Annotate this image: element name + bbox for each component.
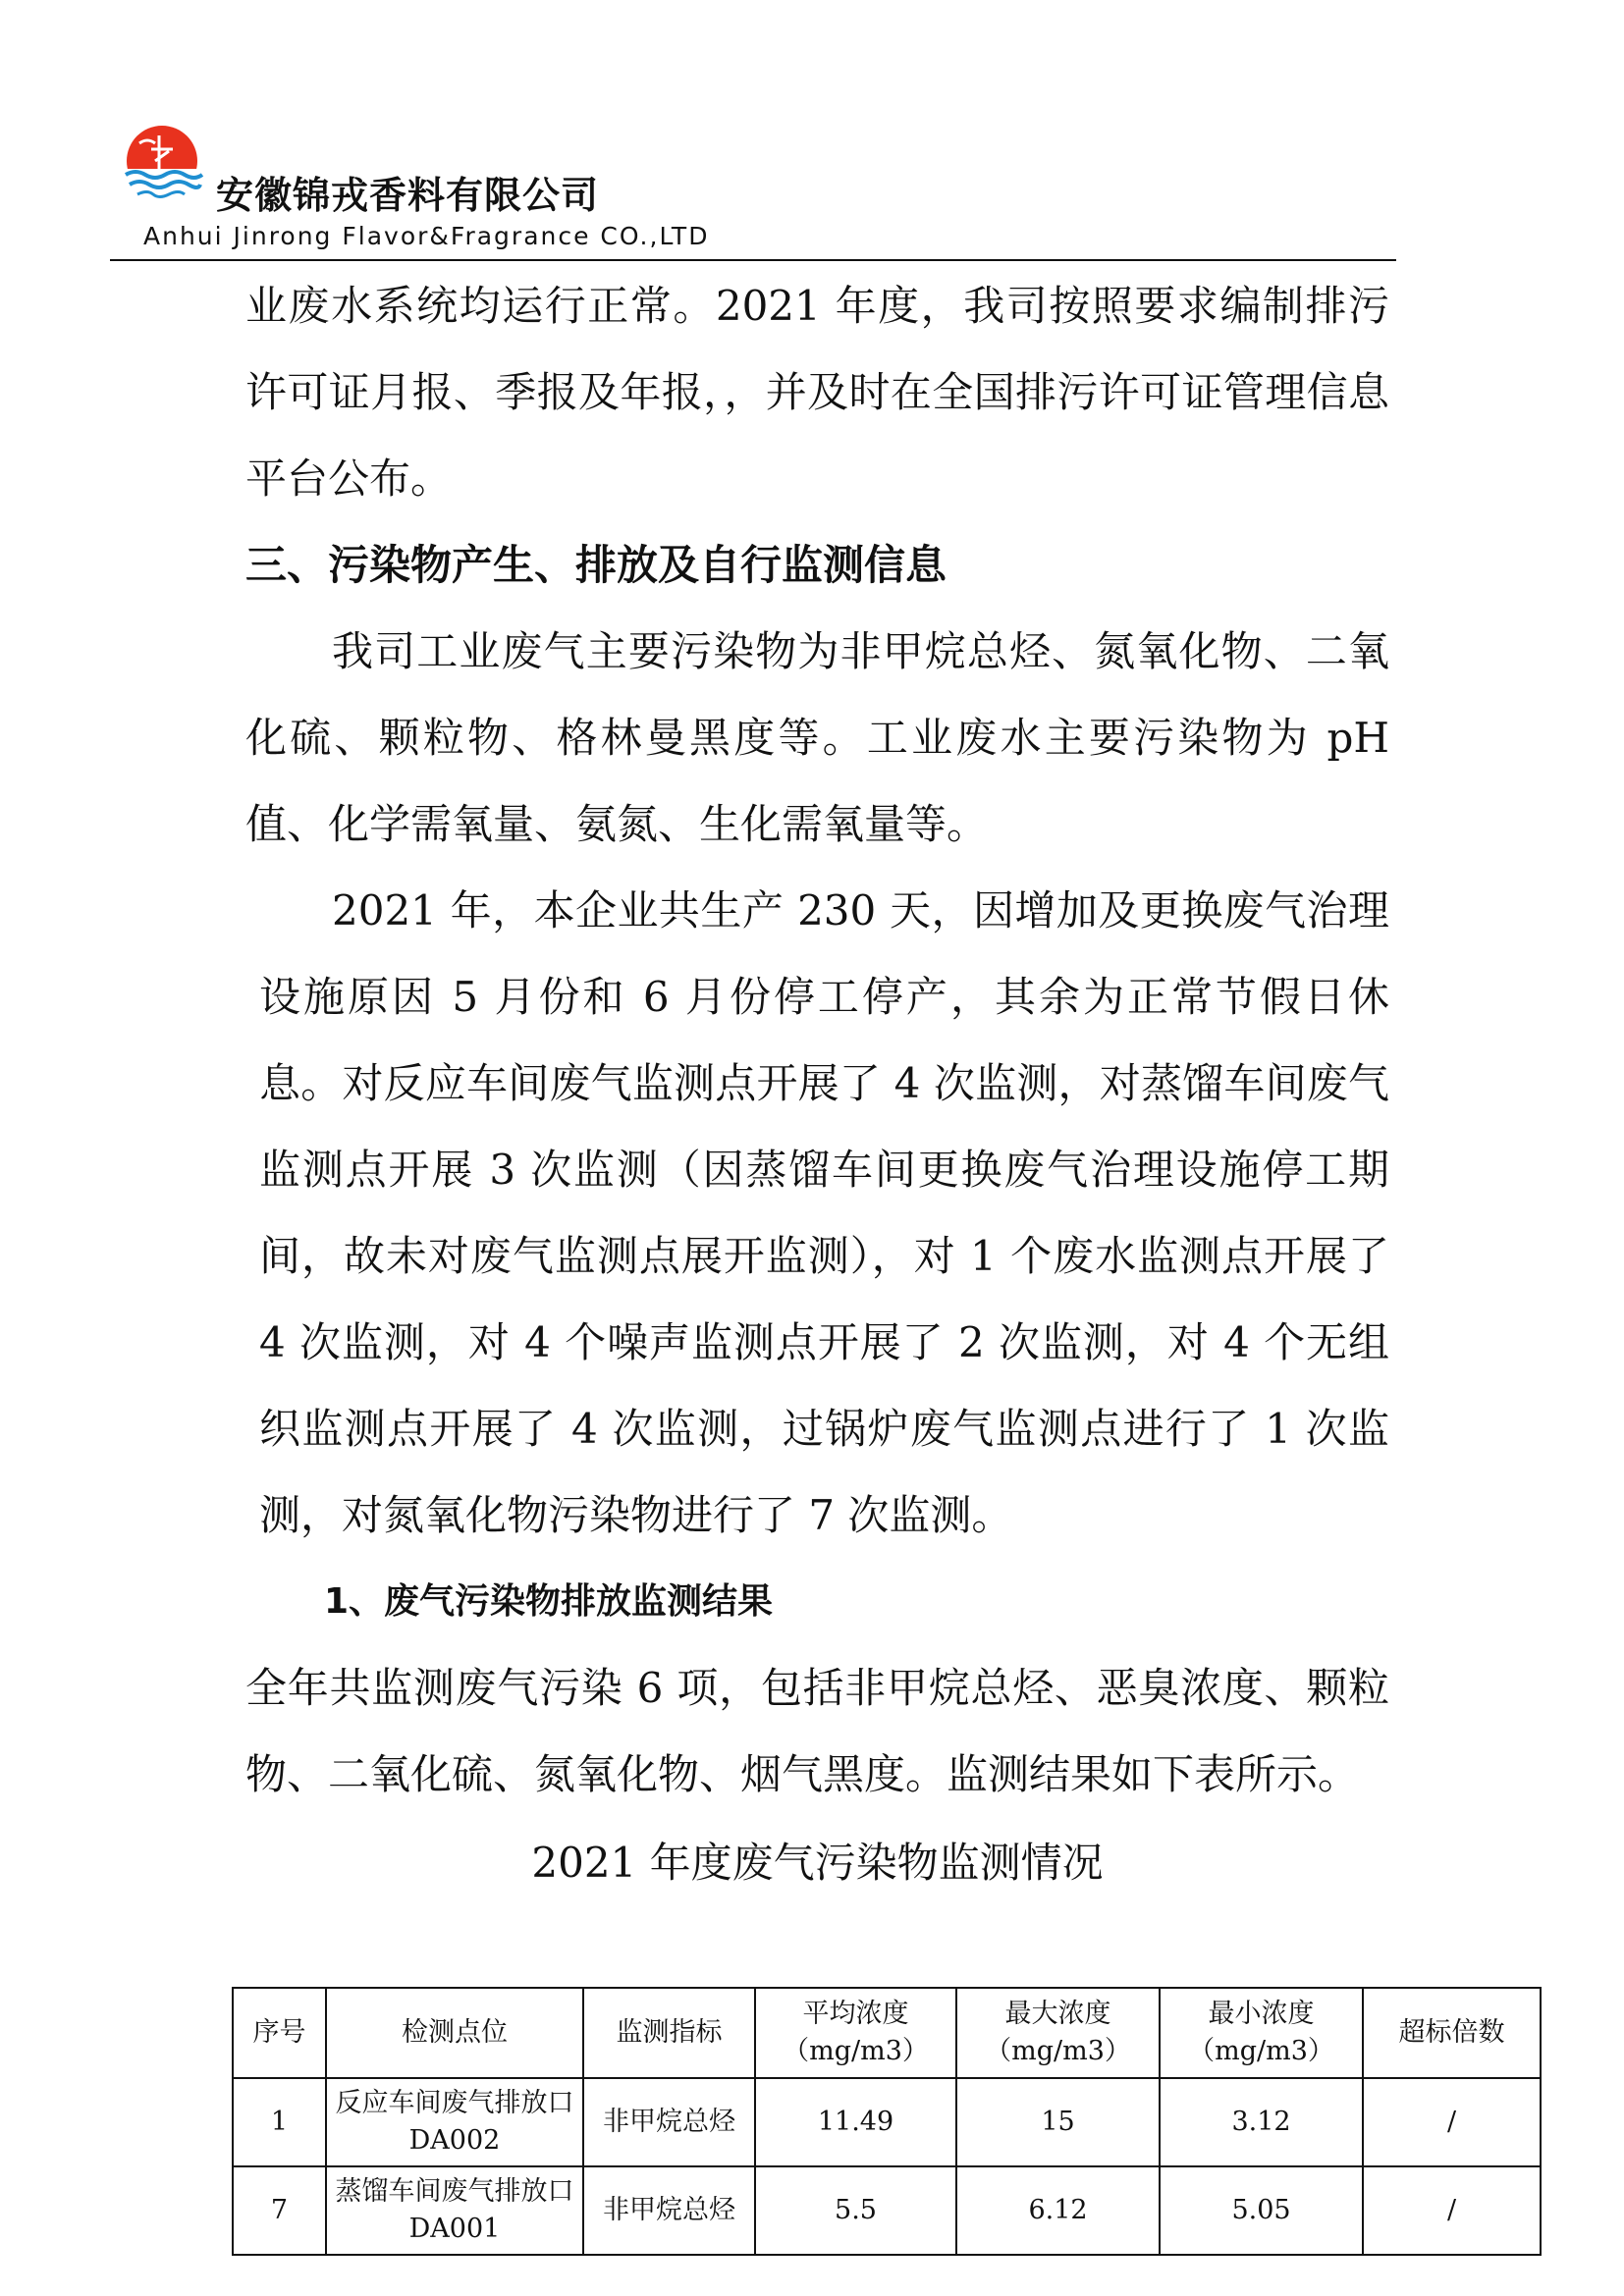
cell-max: 6.12 <box>956 2166 1160 2255</box>
header-max <box>956 1988 1160 2078</box>
paragraph-main-pollutants: 我司工业废气主要污染物为非甲烷总烃、氮氧化物、二氧化硫、颗粒物、格林曼黑度等。工业废水主要污染物为 pH 值、化学需氧量、氨氮、生化需氧量等。 <box>245 627 1389 848</box>
cell-avg: 5.5 <box>755 2166 956 2255</box>
header-exceed: 超标倍数 <box>1363 1988 1541 2078</box>
exhaust-monitoring-table <box>232 1987 1542 2256</box>
table-header-row <box>233 1988 1541 2078</box>
paragraph-monitoring-summary: 2021 年，本企业共生产 230 天，因增加及更换废气治理设施原因 5 月份和 6 月份停工停产，其余为正常节假日休息。对反应车间废气监测点开展了 4 次监测，对蒸馏车间废气监测点开展 3 次监测（因蒸馏车间更换废气治理设施停工期间，故未对废气监测点展开监测），对 1 个废水监测点开展了 4 次监测，对 4 个噪声监测点开展了 2 次监测，对 4 个无组织监测点开展了 4 次监测，过锅炉废气监测点进行了 1 次监测，对氮氧化物污染物进行了 7 次监测。 <box>259 886 1389 1539</box>
company-name-cn: 安徽锦戎香料有限公司 <box>216 174 600 217</box>
paragraph-exhaust-items: 全年共监测废气污染 6 项，包括非甲烷总烃、恶臭浓度、颗粒物、二氧化硫、氮氧化物、烟气黑度。监测结果如下表所示。 <box>245 1664 1389 1798</box>
cell-avg: 11.49 <box>755 2078 956 2166</box>
section-heading-pollutants: 三、污染物产生、排放及自行监测信息 <box>245 541 947 589</box>
cell-min: 5.05 <box>1160 2166 1363 2255</box>
table-row <box>233 2078 1541 2166</box>
header-divider <box>110 259 1396 261</box>
subheading-exhaust-results: 1、废气污染物排放监测结果 <box>324 1581 774 1622</box>
header-point: 检测点位 <box>326 1988 583 2078</box>
cell-indicator: 非甲烷总烃 <box>583 2166 755 2255</box>
cell-point: 反应车间废气排放口 DA002 <box>326 2078 583 2166</box>
header-min-line1: 最小浓度 <box>1208 1999 1315 2029</box>
header-avg <box>755 1988 956 2078</box>
cell-no: 1 <box>233 2078 326 2166</box>
company-name-en: Anhui Jinrong Flavor&Fragrance CO.,LTD <box>143 222 710 250</box>
header-min-line2: （mg/m3） <box>1188 2036 1334 2066</box>
cell-no: 7 <box>233 2166 326 2255</box>
table-title: 2021 年度废气污染物监测情况 <box>531 1839 1104 1887</box>
cell-exceed: / <box>1363 2078 1541 2166</box>
header-indicator: 监测指标 <box>583 1988 755 2078</box>
header-no: 序号 <box>233 1988 326 2078</box>
cell-indicator: 非甲烷总烃 <box>583 2078 755 2166</box>
header-avg-line1: 平均浓度 <box>802 1999 909 2029</box>
document-body <box>245 263 1389 1902</box>
header-min <box>1160 1988 1363 2078</box>
paragraph-wastewater-status: 业废水系统均运行正常。2021 年度，我司按照要求编制排污许可证月报、季报及年报，，并及时在全国排污许可证管理信息平台公布。 <box>245 282 1389 503</box>
header-max-line2: （mg/m3） <box>985 2036 1131 2066</box>
cell-exceed: / <box>1363 2166 1541 2255</box>
cell-point: 蒸馏车间废气排放口 DA001 <box>326 2166 583 2255</box>
cell-max: 15 <box>956 2078 1160 2166</box>
company-logo-icon <box>120 122 204 206</box>
header-avg-line2: （mg/m3） <box>783 2036 929 2066</box>
header-max-line1: 最大浓度 <box>1004 1999 1111 2029</box>
page-header <box>110 116 1396 263</box>
cell-min: 3.12 <box>1160 2078 1363 2166</box>
table-row <box>233 2166 1541 2255</box>
